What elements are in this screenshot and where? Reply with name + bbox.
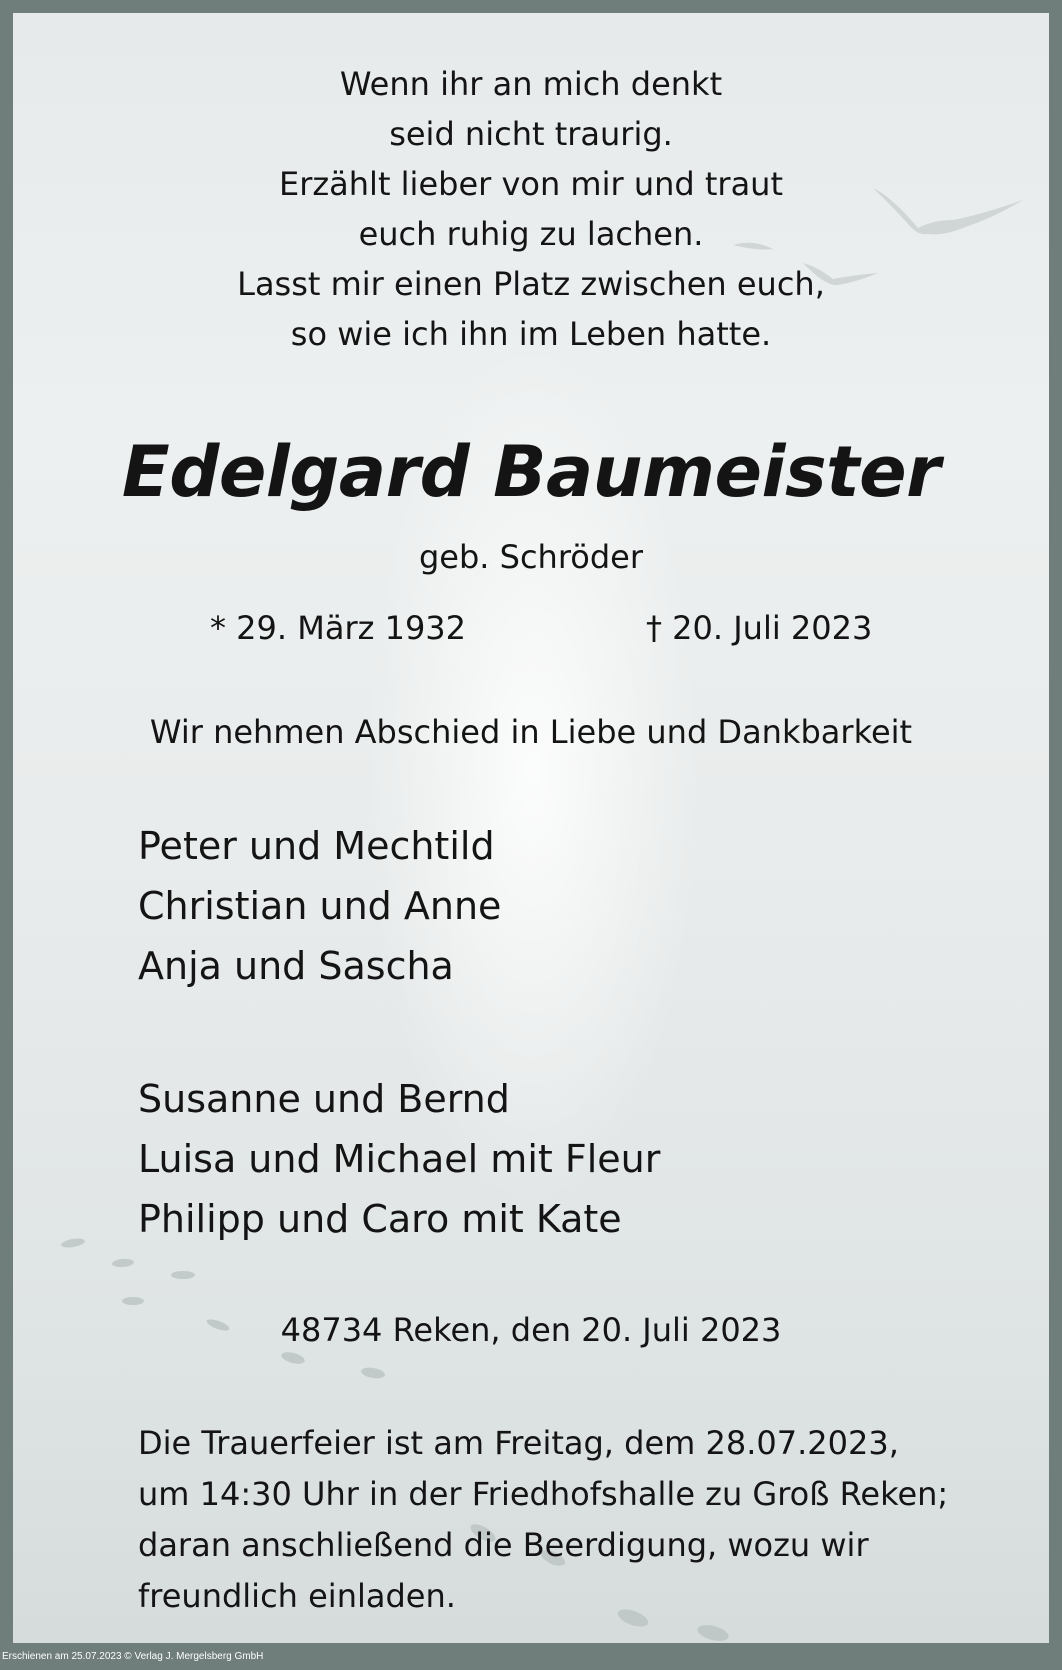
obituary-card: [13, 13, 1049, 1643]
ceremony-info: [138, 1418, 988, 1622]
family-member: Luisa und Michael mit Fleur: [138, 1137, 661, 1181]
maiden-name: geb. Schröder: [418, 538, 644, 576]
family-member: Philipp und Caro mit Kate: [138, 1197, 622, 1241]
farewell-text: Wir nehmen Abschied in Liebe und Dankbarkeit: [149, 713, 913, 751]
ceremony-line: Die Trauerfeier ist am Freitag, dem 28.07.2023,: [138, 1424, 899, 1462]
poem-line: euch ruhig zu lachen.: [358, 215, 704, 253]
poem-line: Erzählt lieber von mir und traut: [278, 165, 783, 203]
family-member: Susanne und Bernd: [138, 1077, 510, 1121]
poem-line: Lasst mir einen Platz zwischen euch,: [237, 265, 825, 303]
family-member: Anja und Sascha: [138, 944, 454, 988]
deceased-name: Edelgard Baumeister: [121, 431, 941, 513]
poem-line: seid nicht traurig.: [389, 115, 673, 153]
family-member: Christian und Anne: [138, 884, 502, 928]
ceremony-line: daran anschließend die Beerdigung, wozu wir: [138, 1526, 869, 1564]
death-date: † 20. Juli 2023: [646, 609, 873, 647]
poem-line: Wenn ihr an mich denkt: [339, 65, 723, 103]
place-date: 48734 Reken, den 20. Juli 2023: [280, 1311, 782, 1349]
birth-date: * 29. März 1932: [210, 609, 467, 647]
poem-line: so wie ich ihn im Leben hatte.: [290, 315, 772, 353]
ceremony-line: um 14:30 Uhr in der Friedhofshalle zu Groß Reken;: [138, 1475, 949, 1513]
publication-footer: Erschienen am 25.07.2023 © Verlag J. Mergelsberg GmbH: [2, 1651, 264, 1662]
family-member: Peter und Mechtild: [138, 824, 495, 868]
ceremony-line: freundlich einladen.: [138, 1577, 456, 1615]
